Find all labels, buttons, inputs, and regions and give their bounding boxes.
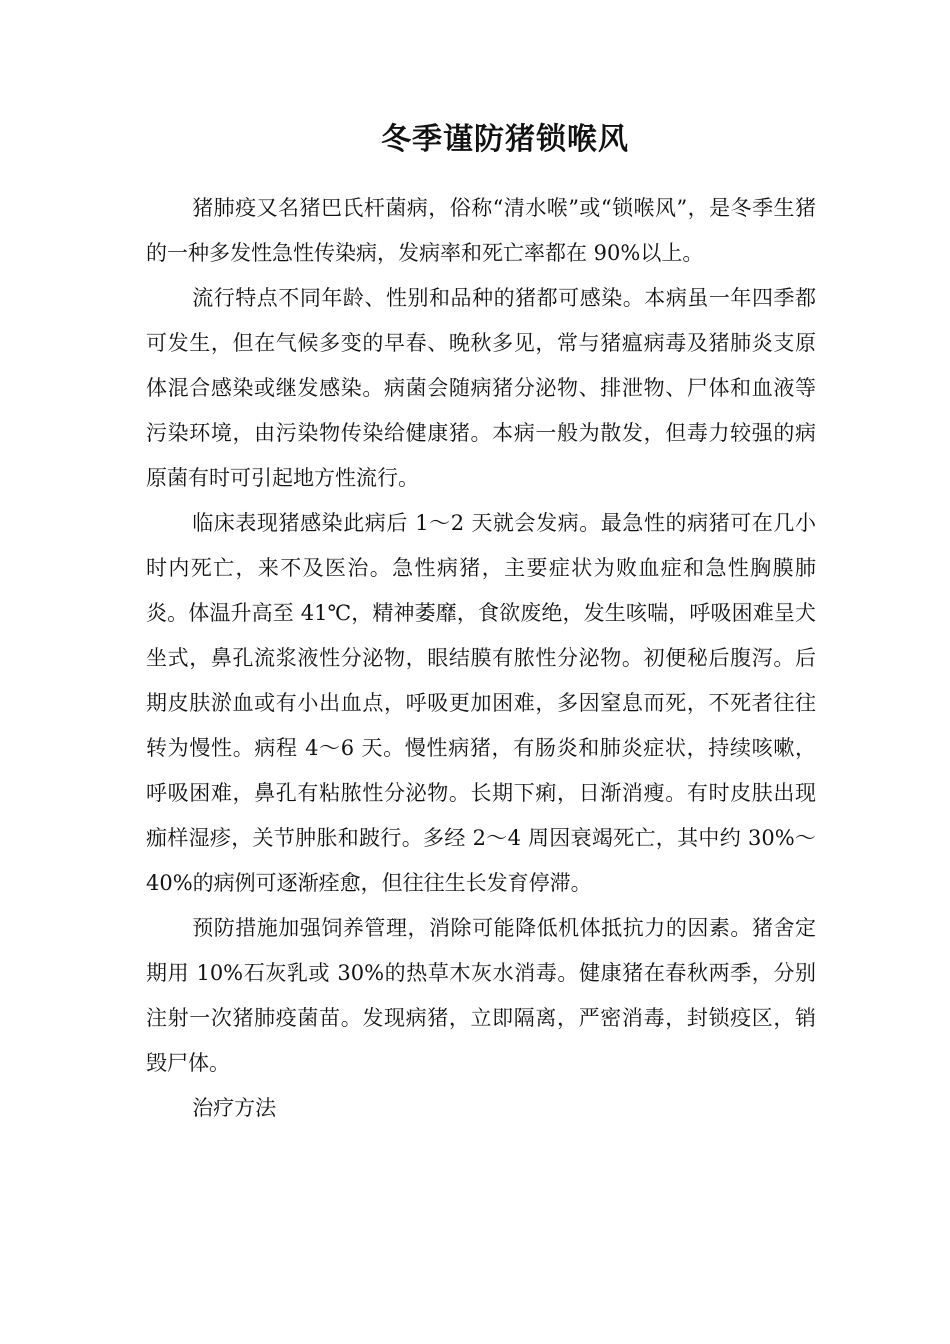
document-title: 冬季谨防猪锁喉风 (381, 122, 629, 157)
document-body (146, 186, 816, 1131)
section-heading-treatment: 治疗方法 (192, 1096, 277, 1120)
paragraph-intro: 猪肺疫又名猪巴氏杆菌病，俗称“清水喉”或“锁喉风”，是冬季生猪的一种多发性急性传染病，发病率和死亡率都在 90%以上。 (146, 196, 816, 265)
paragraph-clinical-signs: 临床表现猪感染此病后 1～2 天就会发病。最急性的病猪可在几小时内死亡，来不及医治。急性病猪，主要症状为败血症和急性胸膜肺炎。体温升高至 41℃，精神萎靡，食欲废绝，发生咳喘，呼吸困难呈犬坐式，鼻孔流浆液性分泌物，眼结膜有脓性分泌物。初便秘后腹泻。后期皮肤淤血或有小出血点，呼吸更加困难，多因窒息而死，不死者往往转为慢性。病程 4～6 天。慢性病猪，有肠炎和肺炎症状，持续咳嗽，呼吸困难，鼻孔有粘脓性分泌物。长期下痢，日渐消瘦。有时皮肤出现痂样湿疹，关节肿胀和跛行。多经 2～4 周因衰竭死亡，其中约 30%～40%的病例可逐渐痊愈，但往往生长发育停滞。 (146, 511, 816, 895)
paragraph-prevention: 预防措施加强饲养管理，消除可能降低机体抵抗力的因素。猪舍定期用 10%石灰乳或 30%的热草木灰水消毒。健康猪在春秋两季，分别注射一次猪肺疫菌苗。发现病猪，立即隔离，严密消毒，封锁疫区，销毁尸体。 (146, 916, 816, 1075)
paragraph-epidemiology: 流行特点不同年龄、性别和品种的猪都可感染。本病虽一年四季都可发生，但在气候多变的早春、晚秋多见，常与猪瘟病毒及猪肺炎支原体混合感染或继发感染。病菌会随病猪分泌物、排泄物、尸体和血液等污染环境，由污染物传染给健康猪。本病一般为散发，但毒力较强的病原菌有时可引起地方性流行。 (146, 286, 816, 490)
